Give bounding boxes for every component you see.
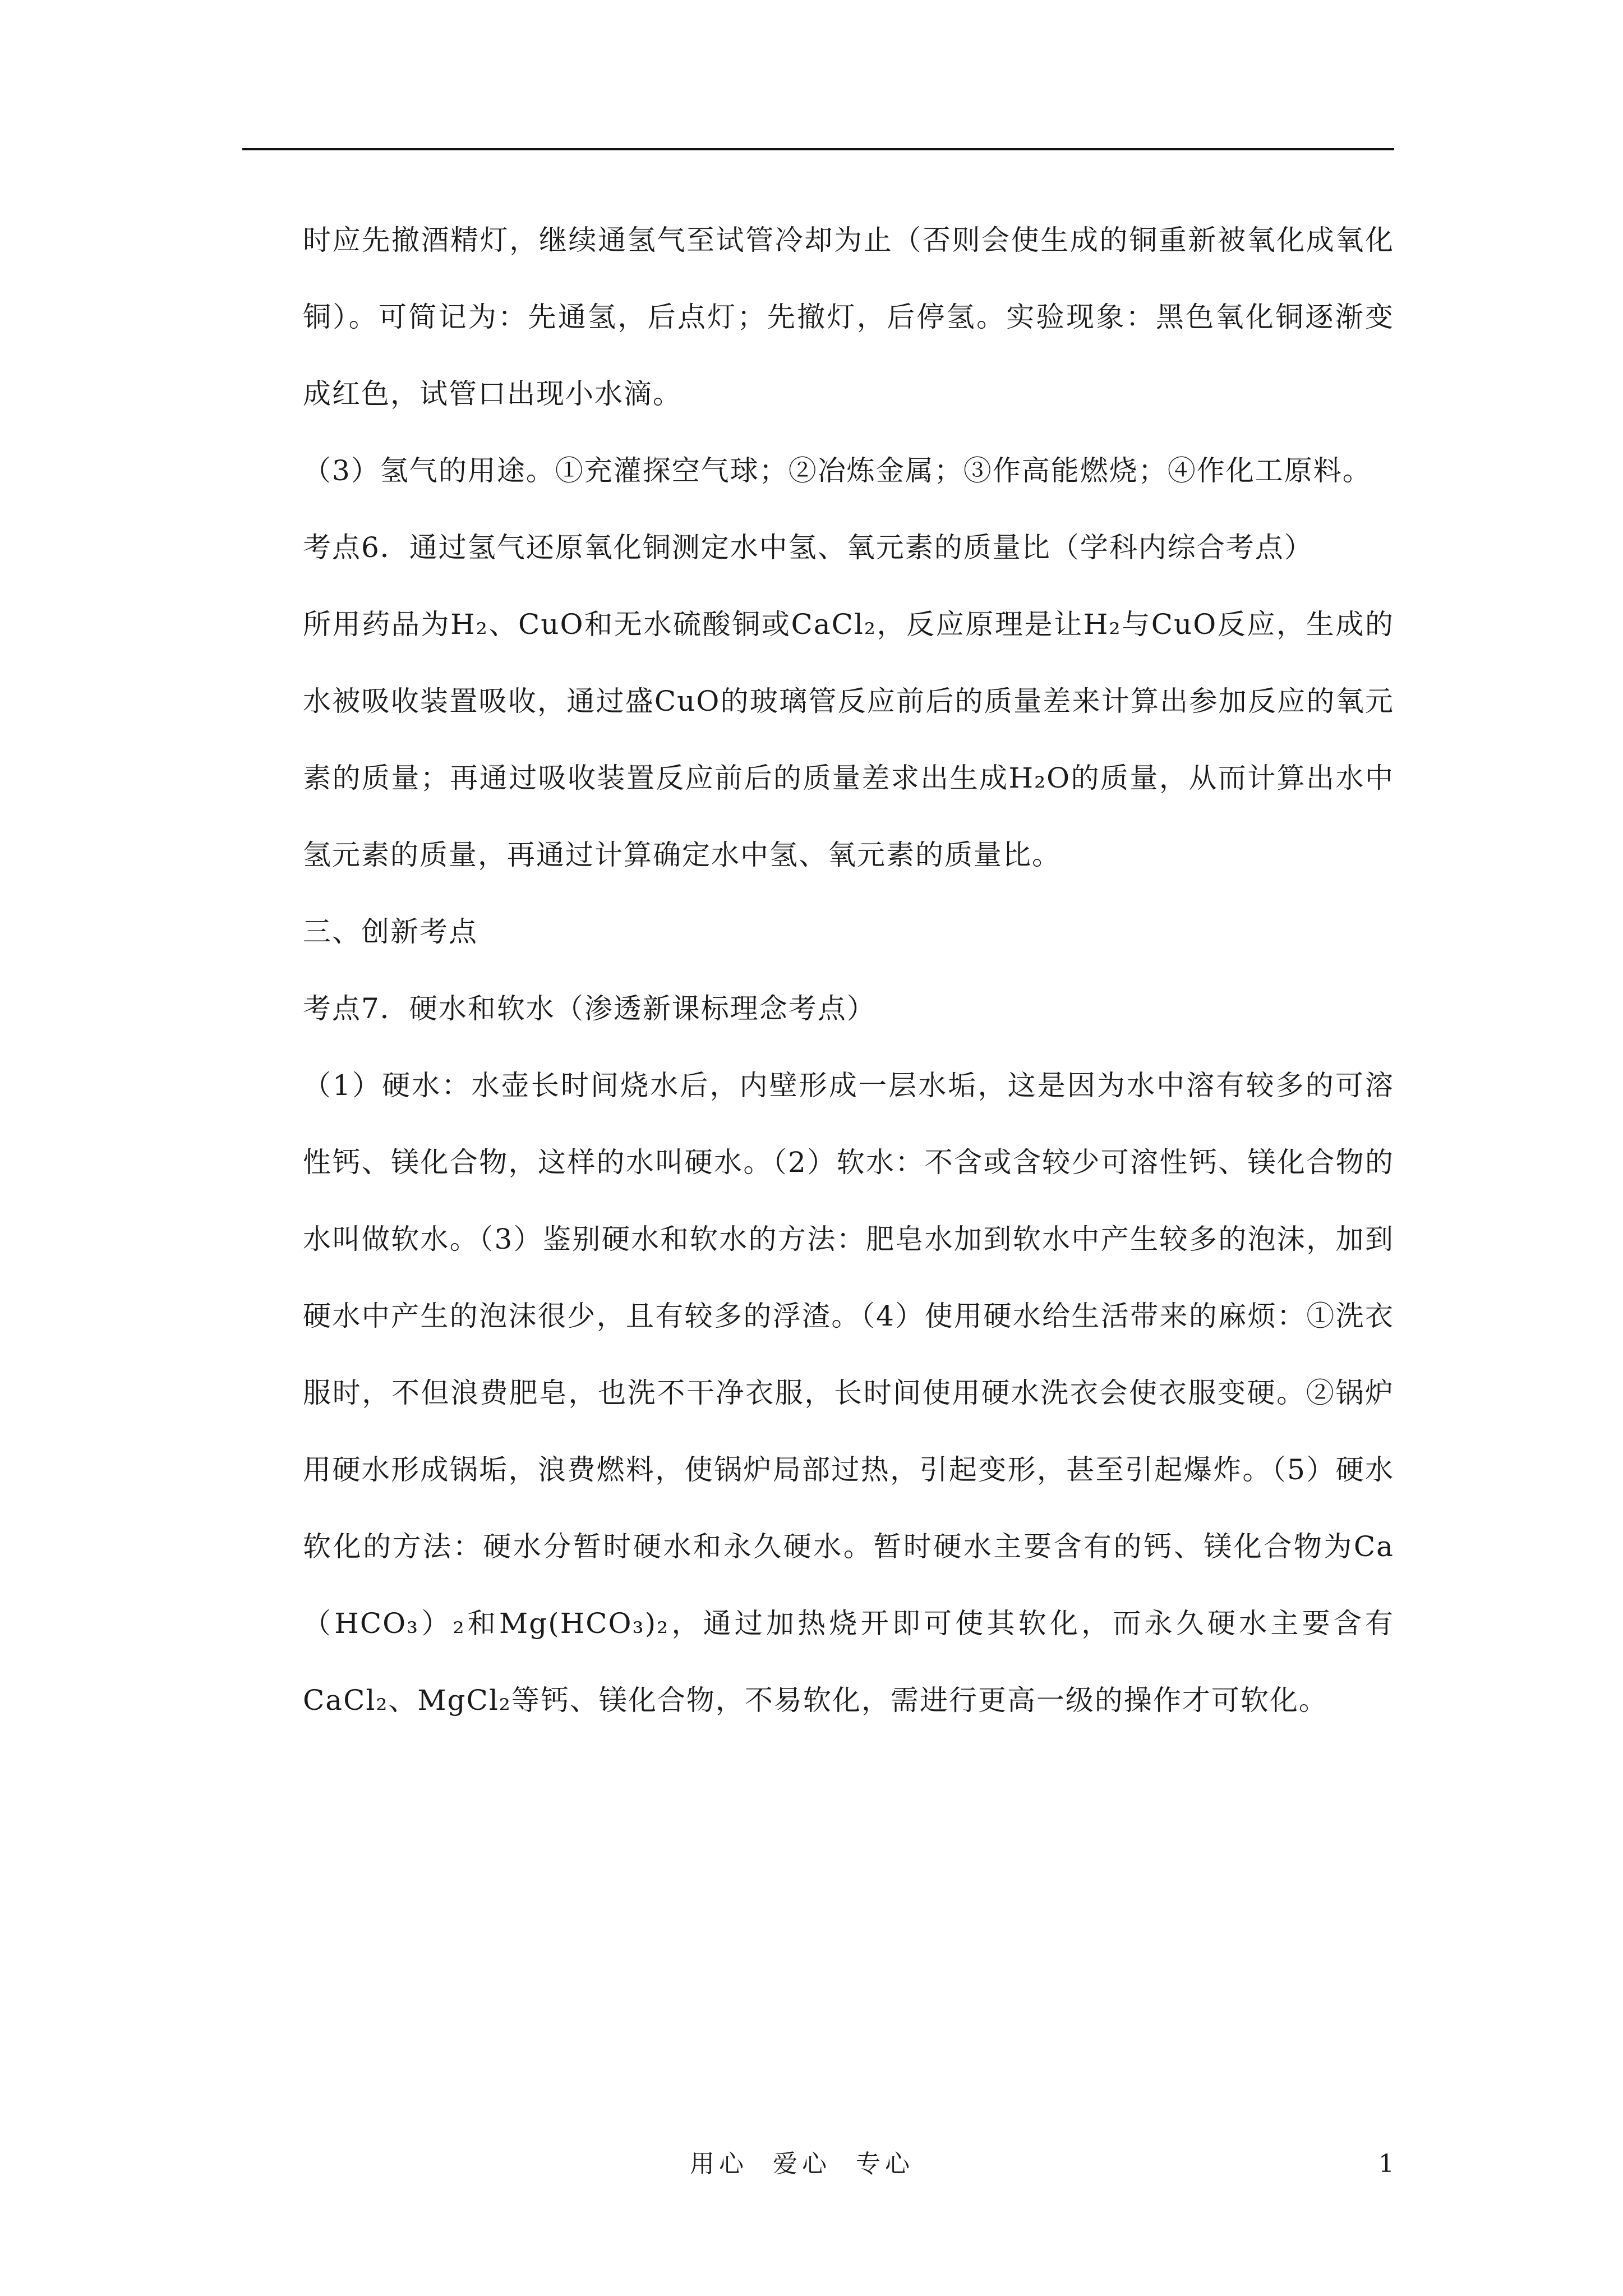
paragraph-hard-soft-water: （1）硬水：水壶长时间烧水后，内壁形成一层水垢，这是因为水中溶有较多的可溶性钙、镁化合物，这样的水叫硬水。（2）软水：不含或含较少可溶性钙、镁化合物的水叫做软水。（3）鉴别硬水和软水的方法：肥皂水加到软水中产生较多的泡沫，加到硬水中产生的泡沫很少，且有较多的浮渣。（4）使用硬水给生活带来的麻烦：①洗衣服时，不但浪费肥皂，也洗不干净衣服，长时间使用硬水洗衣会使衣服变硬。②锅炉用硬水形成锅垢，浪费燃料，使锅炉局部过热，引起变形，甚至引起爆炸。（5）硬水软化的方法：硬水分暂时硬水和永久硬水。暂时硬水主要含有的钙、镁化合物为Ca（HCO₃）₂和Mg(HCO₃)₂，通过加热烧开即可使其软化，而永久硬水主要含有CaCl₂、MgCl₂等钙、镁化合物，不易软化，需进行更高一级的操作才可软化。 — [303, 1069, 1394, 1717]
heading-exam-point-6: 考点6．通过氢气还原氧化铜测定水中氢、氧元素的质量比（学科内综合考点） — [303, 531, 1313, 564]
header-rule — [242, 148, 1394, 150]
paragraph-mass-ratio-method: 所用药品为H₂、CuO和无水硫酸铜或CaCl₂，反应原理是让H₂与CuO反应，生成的水被吸收装置吸收，通过盛CuO的玻璃管反应前后的质量差来计算出参加反应的氧元素的质量；再通过吸收装置反应前后的质量差求出生成H₂O的质量，从而计算出水中氢元素的质量，再通过计算确定水中氢、氧元素的质量比。 — [303, 608, 1394, 871]
document-body — [303, 202, 1394, 1739]
page-number: 1 — [1378, 2150, 1394, 2178]
paragraph-hydrogen-uses: （3）氢气的用途。①充灌探空气球；②冶炼金属；③作高能燃烧；④作化工原料。 — [303, 454, 1372, 487]
paragraph-hydrogen-reduction-end: 时应先撤酒精灯，继续通氢气至试管冷却为止（否则会使生成的铜重新被氧化成氧化铜）。可简记为：先通氢，后点灯；先撤灯，后停氢。实验现象：黑色氧化铜逐渐变成红色，试管口出现小水滴。 — [303, 224, 1394, 410]
heading-innovation-points: 三、创新考点 — [303, 915, 478, 948]
footer-motto: 用心 爱心 专心 — [690, 2150, 914, 2178]
heading-exam-point-7: 考点7．硬水和软水（渗透新课标理念考点） — [303, 992, 876, 1025]
